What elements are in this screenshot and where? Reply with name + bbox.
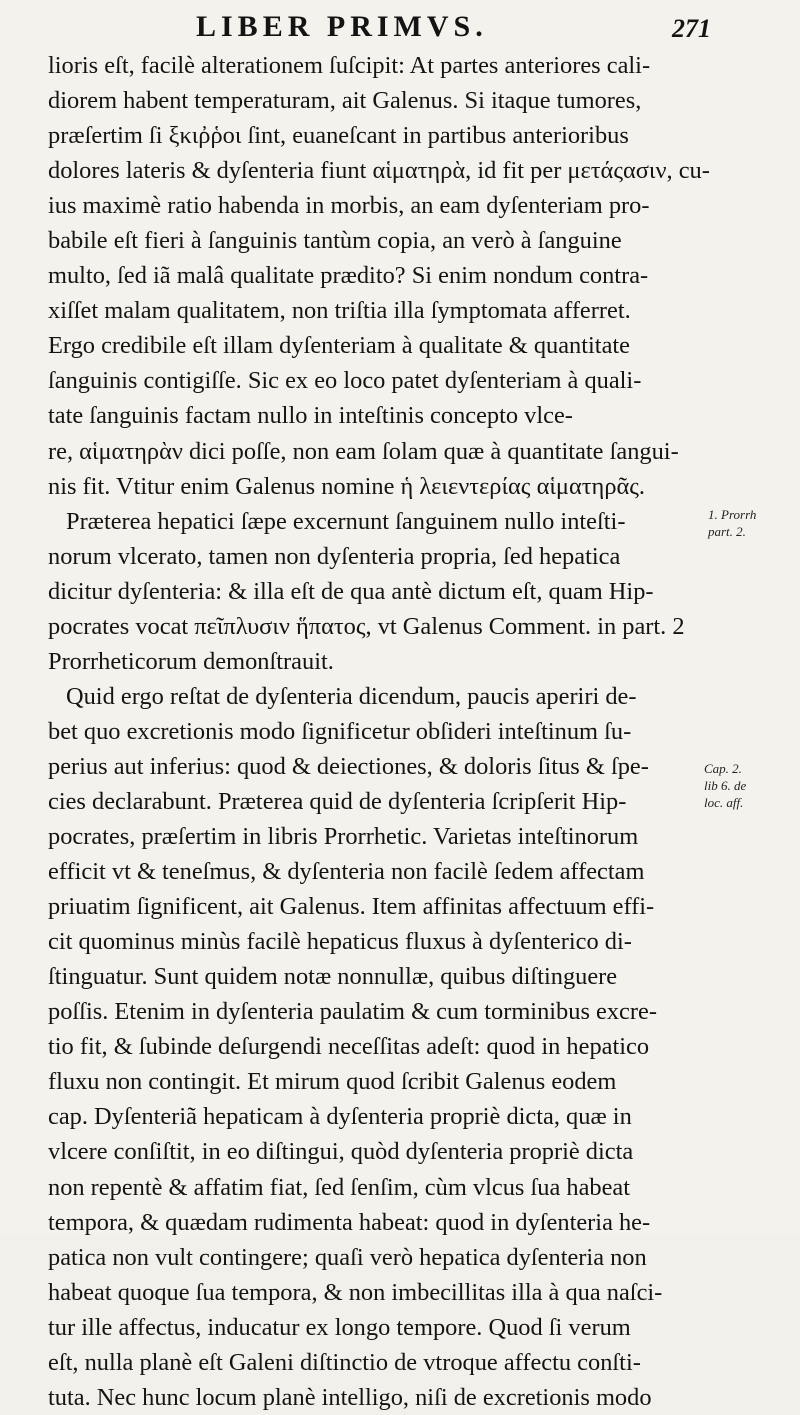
margin-note-line: part. 2. [708, 524, 746, 539]
text-line: lioris eſt, facilè alterationem ſuſcipit: At partes anteriores cali- [48, 52, 651, 79]
text-line: pocrates vocat πεῖπλυσιν ἥπατος, vt Galenus Comment. in part. 2 [48, 612, 685, 640]
text-line: multo, ſed iã malâ qualitate prædito? Si enim nondum contra- [48, 262, 649, 290]
text-line: diorem habent temperaturam, ait Galenus. Si itaque tumores, [48, 87, 642, 115]
text-line: norum vlcerato, tamen non dyſenteria propria, ſed hepatica [48, 542, 621, 570]
text-line: præſertim ſi ξκιῤῥοι ſint, euaneſcant in partibus anterioribus [48, 122, 629, 150]
text-line: ſanguinis contigiſſe. Sic ex eo loco patet dyſenteriam à quali- [48, 367, 642, 395]
margin-note-line: 1. Prorrh [708, 507, 757, 522]
margin-note-line: lib 6. de [704, 778, 747, 793]
text-line: poſſis. Etenim in dyſenteria paulatim & cum torminibus excre- [48, 998, 657, 1026]
text-line: non repentè & affatim fiat, ſed ſenſim, cùm vlcus ſua habeat [48, 1173, 631, 1201]
text-line: xiſſet malam qualitatem, non triſtia illa ſymptomata afferret. [48, 297, 631, 325]
text-line: pocrates, præſertim in libris Prorrhetic. Varietas inteſtinorum [48, 823, 639, 851]
text-line: tempora, & quædam rudimenta habeat: quod in dyſenteria he- [48, 1208, 651, 1236]
page-number: 271 [672, 14, 711, 43]
margin-note-prorrhetic [708, 506, 756, 540]
text-line: bet quo excretionis modo ſignificetur obſideri inteſtinum ſu- [48, 717, 632, 745]
text-line: cies declarabunt. Præterea quid de dyſenteria ſcripſerit Hip- [48, 787, 627, 815]
running-title: LIBER PRIMVS. [196, 10, 488, 43]
text-line: eſt, nulla planè eſt Galeni diſtinctio de vtroque affectu conſti- [48, 1348, 641, 1376]
text-line: ſtinguatur. Sunt quidem notæ nonnullæ, quibus diſtinguere [48, 963, 618, 991]
text-line: tur ille affectus, inducatur ex longo tempore. Quod ſi verum [48, 1313, 631, 1341]
text-line: habeat quoque ſua tempora, & non imbecillitas illa à qua naſci- [48, 1278, 663, 1306]
text-line: efficit vt & teneſmus, & dyſenteria non facilè ſedem affectam [48, 858, 645, 886]
text-line: dolores lateris & dyſenteria fiunt αἱματηρὰ, id fit per μετάςασιν, cu- [48, 157, 710, 185]
page-header [0, 8, 800, 48]
text-line: dicitur dyſenteria: & illa eſt de qua antè dictum eſt, quam Hip- [48, 577, 654, 605]
text-line: cap. Dyſenteriã hepaticam à dyſenteria propriè dicta, quæ in [48, 1103, 632, 1131]
text-line: Ergo credibile eſt illam dyſenteriam à qualitate & quantitate [48, 332, 631, 360]
text-line: re, αἱματηρὰν dici poſſe, non eam ſolam quæ à quantitate ſangui- [48, 437, 679, 465]
text-line: nis fit. Vtitur enim Galenus nomine ἡ λειεντερίας αἱματηρᾶς. [48, 472, 646, 500]
text-line: Quid ergo reſtat de dyſenteria dicendum, paucis aperiri de- [66, 682, 637, 710]
text-line: tuta. Nec hunc locum planè intelligo, niſi de excretionis modo [48, 1383, 652, 1411]
text-line: ius maximè ratio habenda in morbis, an eam dyſenteriam pro- [48, 192, 650, 220]
body-text [48, 48, 716, 1415]
text-line: Præterea hepatici ſæpe excernunt ſanguinem nullo inteſti- [66, 507, 626, 535]
text-line: perius aut inferius: quod & deiectiones, & doloris ſitus & ſpe- [48, 752, 649, 780]
text-line: babile eſt fieri à ſanguinis tantùm copia, an verò à ſanguine [48, 227, 622, 255]
margin-note-line: loc. aff. [704, 795, 744, 810]
text-line: priuatim ſignificent, ait Galenus. Item affinitas affectuum effi- [48, 893, 655, 921]
text-line: Prorrheticorum demonſtrauit. [48, 647, 334, 675]
text-line: cit quominus minùs facilè hepaticus fluxus à dyſenterico di- [48, 928, 632, 956]
text-line: fluxu non contingit. Et mirum quod ſcribit Galenus eodem [48, 1068, 617, 1096]
margin-note-line: Cap. 2. [704, 761, 742, 776]
text-line: tate ſanguinis factam nullo in inteſtinis concepto vlce- [48, 402, 573, 430]
text-line: vlcere conſiſtit, in eo diſtingui, quòd dyſenteria propriè dicta [48, 1138, 634, 1166]
text-line: patica non vult contingere; quaſi verò hepatica dyſenteria non [48, 1243, 647, 1271]
text-line: tio fit, & ſubinde deſurgendi neceſſitas adeſt: quod in hepatico [48, 1033, 650, 1061]
margin-note-loc-aff [704, 760, 746, 811]
